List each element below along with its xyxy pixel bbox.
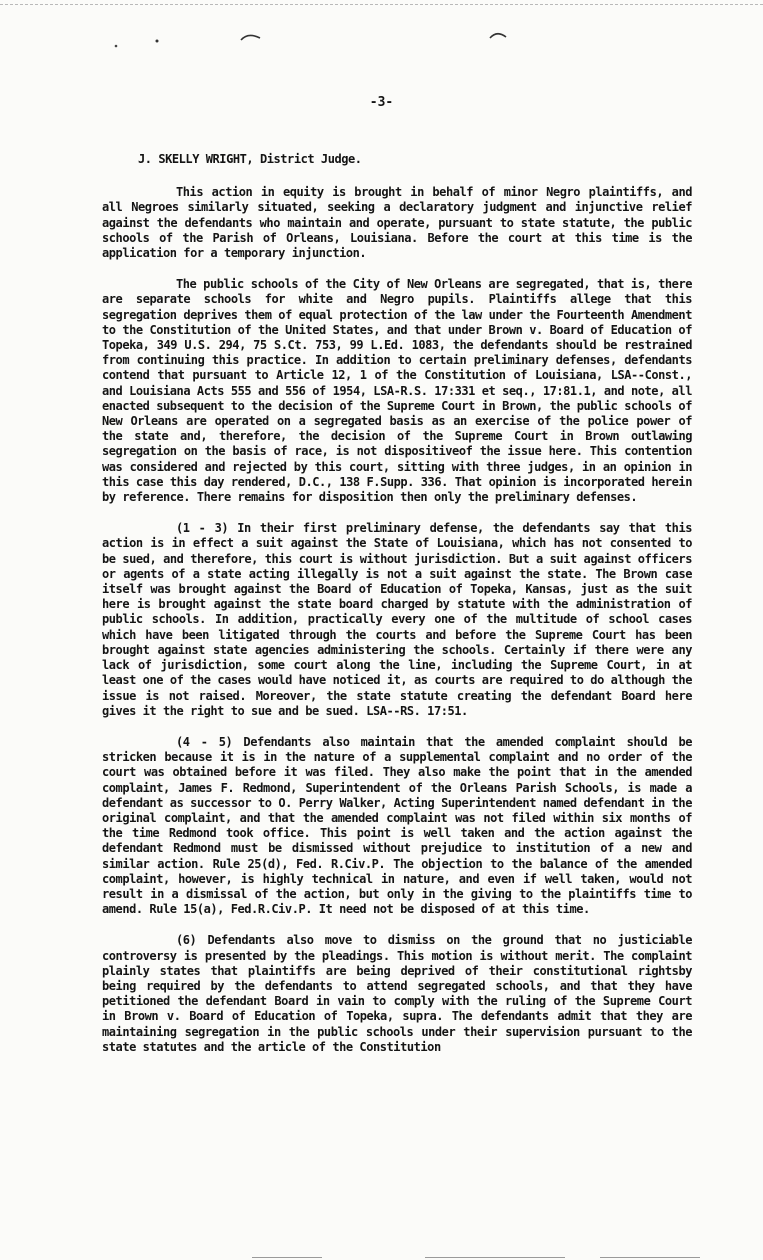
paragraph-defense-1-3: (1 - 3) In their first preliminary defense, the defendants say that this action is in effect a suit against the State of Louisiana, which has not consented to be sued, and therefore, this court is without jurisdiction. But a suit against officers or agents of a state acting illegally is not a suit against the state. The Brown case itself was brought against the Board of Education of Topeka, Kansas, just as the suit here is brought against the state board charged by statute with the administration of public schools. In addition, practically every one of the multitude of school cases which have been litigated through the courts and before the Supreme Court has been brought against state agencies administering the schools. Certainly if there were any lack of jurisdiction, some court along the line, including the Supreme Court, in at least one of the cases would have noticed it, as courts are required to do although the issue is not raised. Moreover, the state statute creating the defendant Board here gives it the right to sue and be sued. LSA--RS. 17:51. <box>102 521 692 718</box>
judge-heading: J. SKELLY WRIGHT, District Judge. <box>138 152 362 166</box>
opinion-text <box>102 152 692 1055</box>
paragraph-segregation: The public schools of the City of New Orleans are segregated, that is, there are separate schools for white and Negro pupils. Plaintiffs allege that this segregation deprives them of equal protection of the law under the Fourteenth Amendment to the Constitution of the United States, and that under Brown v. Board of Education of Topeka, 349 U.S. 294, 75 S.Ct. 753, 99 L.Ed. 1083, the defendants should be restrained from continuing this practice. In addition to certain preliminary defenses, defendants contend that pursuant to Article 12, 1 of the Constitution of Louisiana, LSA--Const., and Louisiana Acts 555 and 556 of 1954, LSA-R.S. 17:331 et seq., 17:81.1, and note, all enacted subsequent to the decision of the Supreme Court in Brown, the public schools of New Orleans are operated on a segregated basis as an exercise of the police power of the state and, therefore, the decision of the Supreme Court in Brown outlawing segregation on the basis of race, is not dispositiveof the issue here. This contention was considered and rejected by this court, sitting with three judges, in an opinion in this case this day rendered, D.C., 138 F.Supp. 336. That opinion is incorporated herein by reference. There remains for disposition then only the preliminary defenses. <box>102 277 692 505</box>
speck-mark-center <box>156 40 159 43</box>
punch-hole-arc-right <box>490 34 506 38</box>
top-dashed-edge <box>0 4 763 5</box>
punch-hole-arc-left <box>241 35 260 40</box>
paragraph-intro: This action in equity is brought in behalf of minor Negro plaintiffs, and all Negroes similarly situated, seeking a declaratory judgment and injunctive relief against the defendants who maintain and operate, pursuant to state statute, the public schools of the Parish of Orleans, Louisiana. Before the court at this time is the application for a temporary injunction. <box>102 185 692 261</box>
bottom-edge-mark-right <box>600 1257 700 1258</box>
speck-mark-left <box>115 45 118 48</box>
bottom-edge-mark-left <box>252 1257 322 1258</box>
page-number: -3- <box>369 95 394 110</box>
paragraph-defense-4-5: (4 - 5) Defendants also maintain that the amended complaint should be stricken because it is in the nature of a supplemental complaint and no order of the court was obtained before it was filed. They also make the point that in the amended complaint, James F. Redmond, Superintendent of the Orleans Parish Schools, is made a defendant as successor to O. Perry Walker, Acting Superintendent named defendant in the original complaint, and that the amended complaint was not filed within six months of the time Redmond took office. This point is well taken and the action against the defendant Redmond must be dismissed without prejudice to institution of a new and similar action. Rule 25(d), Fed. R.Civ.P. The objection to the balance of the amended complaint, however, is highly technical in nature, and even if well taken, would not result in a dismissal of the action, but only in the giving to the plaintiffs time to amend. Rule 15(a), Fed.R.Civ.P. It need not be disposed of at this time. <box>102 734 692 917</box>
bottom-edge-mark-center <box>425 1257 565 1258</box>
binder-hole-marks <box>108 28 528 58</box>
paragraph-defense-6: (6) Defendants also move to dismiss on the ground that no justiciable controversy is presented by the pleadings. This motion is without merit. The complaint plainly states that plaintiffs are being deprived of their constitutional rightsby being required by the defendants to attend segregated schools, and that they have petitioned the defendant Board in vain to comply with the ruling of the Supreme Court in Brown v. Board of Education of Topeka, supra. The defendants admit that they are maintaining segregation in the public schools under their supervision pursuant to the state statutes and the article of the Constitution <box>102 933 692 1054</box>
